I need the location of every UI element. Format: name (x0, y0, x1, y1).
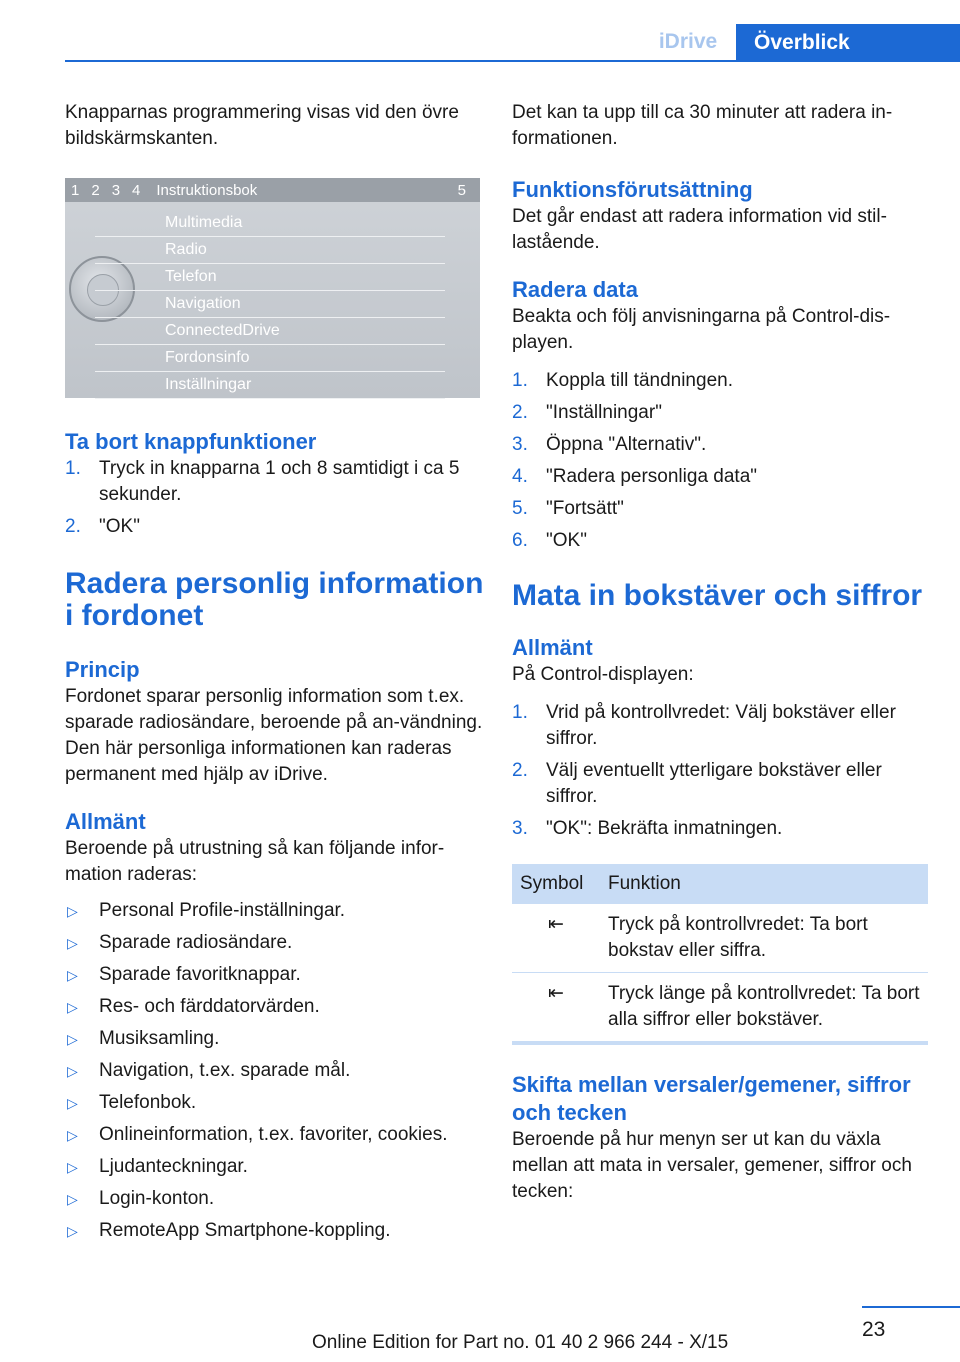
left-column (65, 100, 485, 1250)
fp-heading: Funktionsförutsättning (512, 177, 753, 202)
shift-text: Beroende på hur menyn ser ut kan du växla mellan att mata in versaler, gemener, siffror och tecken: (512, 1129, 912, 1202)
remove-heading: Ta bort knappfunktioner (65, 429, 317, 454)
princip-text: Fordonet sparar personlig information som t.ex. sparade radiosändare, beroende på an-vändning. Den här personliga informationen kan raderas permanent med hjälp av iDrive. (65, 686, 483, 785)
allmant2-heading: Allmänt (512, 635, 593, 660)
fav-2: 2 (91, 181, 100, 199)
list-item: 2. "Inställningar" (512, 402, 662, 423)
edition-footer: Online Edition for Part no. 01 40 2 966 244 - X/15 (312, 1332, 729, 1353)
table-cell: Tryck på kontrollvredet: Ta bort bokstav eller siffra. (600, 904, 928, 973)
footer-rule (862, 1306, 960, 1308)
list-item: ▷ Onlineinformation, t.ex. favoriter, cookies. (67, 1124, 448, 1145)
shift-heading: Skifta mellan versaler/gemener, siffror och tecken (512, 1072, 911, 1125)
menu-item: Telefon (95, 264, 445, 291)
list-item: ▷ Login-konton. (67, 1188, 215, 1209)
menu-item: ConnectedDrive (95, 318, 445, 345)
fav-4: 4 (132, 181, 141, 199)
allmant2-text: På Control-displayen: (512, 664, 694, 685)
list-item: 2. "OK" (65, 516, 140, 537)
backspace-icon: ⇤ (512, 973, 600, 1044)
col-function: Funktion (600, 864, 928, 904)
fav-3: 3 (111, 181, 121, 199)
section-heading-delete: Radera personlig information i fordonet (65, 567, 484, 632)
list-item: ▷ Sparade favoritknappar. (67, 964, 301, 985)
list-item: 3. "OK": Bekräfta inmatningen. (512, 818, 783, 839)
allmant-heading: Allmänt (65, 809, 146, 834)
list-item: ▷ Musiksamling. (67, 1028, 220, 1049)
list-item: ▷ Personal Profile-inställningar. (67, 900, 346, 921)
page-number: 23 (862, 1318, 886, 1341)
list-item: ▷ RemoteApp Smartphone-koppling. (67, 1220, 391, 1241)
list-item: 2. Välj eventuellt ytterligare bokstäver eller siffror. (512, 760, 882, 807)
col-symbol: Symbol (512, 864, 600, 904)
list-item: ▷ Sparade radiosändare. (67, 932, 293, 953)
table-header (512, 864, 928, 904)
allmant-text: Beroende på utrustning så kan följande infor-mation raderas: (65, 838, 445, 885)
list-item: 1. Koppla till tändningen. (512, 370, 733, 391)
list-item: 5. "Fortsätt" (512, 498, 624, 519)
right-column (512, 100, 928, 1205)
fav-label: Instruktionsbok (156, 181, 258, 199)
list-item: 1. Vrid på kontrollvredet: Välj bokstäver eller siffror. (512, 702, 896, 749)
screen-favorite-bar (65, 178, 480, 202)
fav-5: 5 (457, 181, 466, 199)
list-item: ▷ Ljudanteckningar. (67, 1156, 248, 1177)
list-item: 4. "Radera personliga data" (512, 466, 758, 487)
right-intro: Det kan ta upp till ca 30 minuter att radera in-formationen. (512, 102, 893, 149)
screen-menu (95, 210, 445, 399)
rd-steps (512, 368, 928, 554)
header-chapter: Överblick (736, 24, 960, 62)
header-section: iDrive (658, 30, 718, 53)
menu-item: Radio (95, 237, 445, 264)
rd-text: Beakta och följ anvisningarna på Control-dis-playen. (512, 306, 891, 353)
list-item: ▷ Res- och färddatorvärden. (67, 996, 320, 1017)
list-item: 3. Öppna "Alternativ". (512, 434, 707, 455)
fav-1: 1 (71, 181, 80, 199)
list-item: ▷ Navigation, t.ex. sparade mål. (67, 1060, 351, 1081)
input-steps (512, 700, 928, 842)
data-bullets (65, 898, 485, 1244)
princip-heading: Princip (65, 657, 140, 682)
menu-item: Inställningar (95, 372, 445, 399)
list-item: 6. "OK" (512, 530, 587, 551)
idrive-screen-image (65, 178, 480, 398)
table-row (512, 904, 928, 973)
rd-heading: Radera data (512, 277, 638, 302)
list-item: 1. Tryck in knapparna 1 och 8 samtidigt i ca 5 sekunder. (65, 458, 460, 505)
symbol-table (512, 864, 928, 1045)
table-cell: Tryck länge på kontrollvredet: Ta bort alla siffror eller bokstäver. (600, 973, 928, 1044)
menu-item: Fordonsinfo (95, 345, 445, 372)
section-heading-input: Mata in bokstäver och siffror (512, 579, 923, 612)
menu-item: Navigation (95, 291, 445, 318)
list-item: ▷ Telefonbok. (67, 1092, 197, 1113)
fp-text: Det går endast att radera information vid stil-lastående. (512, 206, 887, 253)
menu-item: Multimedia (95, 210, 445, 237)
left-intro: Knapparnas programmering visas vid den övre bildskärmskanten. (65, 102, 459, 149)
table-row (512, 973, 928, 1044)
remove-steps (65, 456, 485, 540)
backspace-icon: ⇤ (512, 904, 600, 973)
